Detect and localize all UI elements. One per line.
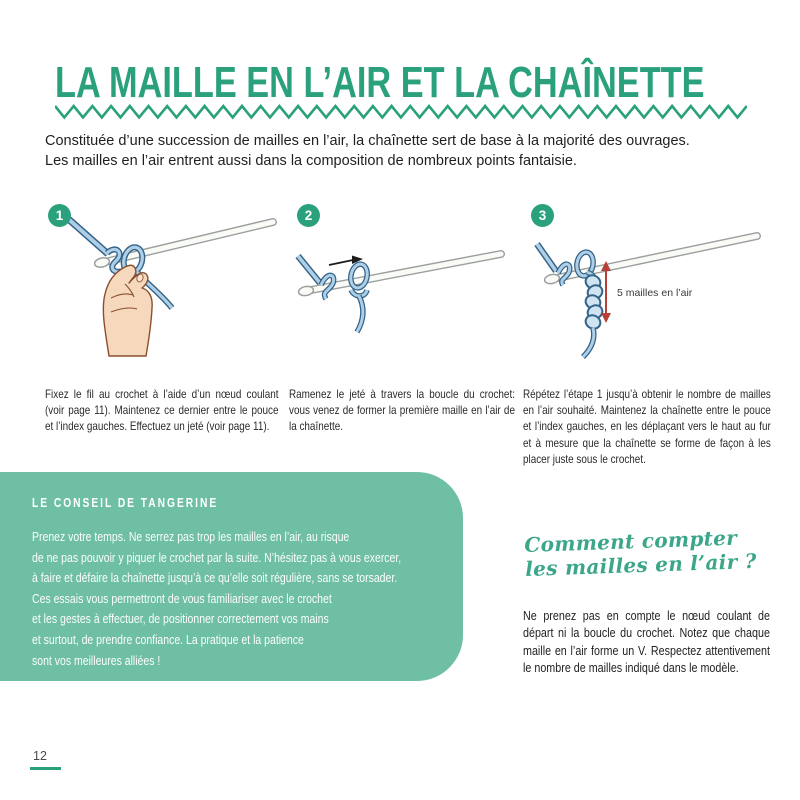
page-number: 12 <box>33 749 47 763</box>
step-3-caption: Répétez l’étape 1 jusqu’à obtenir le nombre de mailles en l’air souhaité. Maintenez la chaînette entre le pouce et l’index gauches, en les déplaçant vers le haut au fur et à mesure que la chaînette se forme de façon à les placer juste sous le crochet. <box>523 386 771 466</box>
advice-line: et surtout, de prendre confiance. La pratique et la patience <box>32 631 304 647</box>
hand <box>103 265 152 356</box>
chain-stitches <box>583 272 605 357</box>
advice-line: et les gestes à effectuer, de positionner correctement vos mains <box>32 611 329 627</box>
chain-count-annotation: 5 mailles en l’air <box>617 287 693 299</box>
counting-section-heading <box>524 525 757 581</box>
step-2-badge: 2 <box>297 204 320 227</box>
intro-line: Constituée d’une succession de mailles en l’air, la chaînette sert de base à la majorité des ouvrages. <box>45 133 690 149</box>
step-1-badge: 1 <box>48 204 71 227</box>
crochet-hook <box>94 222 273 269</box>
counting-heading-line: les mailles en l’air ? <box>524 548 758 581</box>
advice-box-content <box>32 496 442 671</box>
advice-box-heading: LE CONSEIL DE TANGERINE <box>32 496 219 510</box>
step-1-illustration <box>45 198 280 368</box>
step-1-caption: Fixez le fil au crochet à l’aide d’un nœud coulant (voir page 11). Maintenez ce dernier entre le pouce et l’index gauches. Effectuez un jeté (voir page 11). <box>45 386 279 434</box>
page-title: LA MAILLE EN L’AIR ET LA CHAÎNETTE <box>55 58 705 107</box>
step-2-illustration <box>289 198 519 348</box>
advice-box <box>0 472 463 681</box>
advice-line: Ces essais vous permettront de vous familiariser avec le crochet <box>32 590 332 606</box>
advice-line: sont vos meilleures alliées ! <box>32 652 161 668</box>
step-3-illustration <box>525 198 775 368</box>
zigzag-divider <box>55 103 747 121</box>
intro-paragraph <box>45 131 785 171</box>
counting-section-body: Ne prenez pas en compte le nœud coulant de départ ni la boucle du crochet. Notez que chaque maille en l’air forme un V. Respectez attentivement le nombre de mailles indiqué dans le modèle. <box>523 607 770 676</box>
advice-line: Prenez votre temps. Ne serrez pas trop les mailles en l’air, au risque <box>32 529 350 544</box>
page-number-underline <box>30 767 61 770</box>
intro-line: Les mailles en l’air entrent aussi dans la composition de nombreux points fantaisie. <box>45 153 577 169</box>
advice-line: de ne pas pouvoir y piquer le crochet par la suite. N’hésitez pas à vous exercer, <box>32 549 402 565</box>
step-3-badge: 3 <box>531 204 554 227</box>
step-2-caption: Ramenez le jeté à travers la boucle du crochet: vous venez de former la première maille en l’air de la chaînette. <box>289 386 515 434</box>
advice-line: à faire et défaire la chaînette jusqu’à ce qu’elle soit régulière, sans se torsader. <box>32 570 398 586</box>
counting-heading-line: Comment compter <box>524 525 738 557</box>
